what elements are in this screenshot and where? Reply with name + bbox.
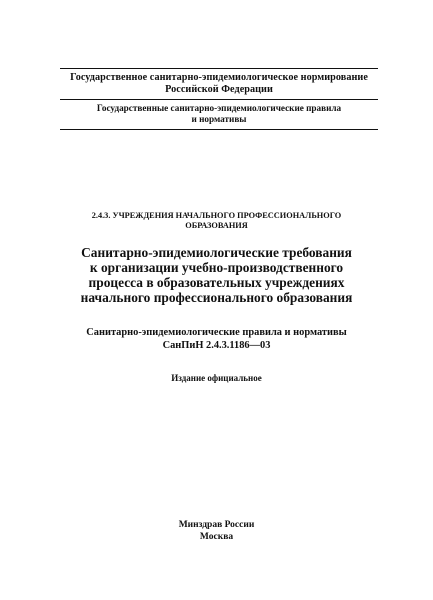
title-line-4: начального профессионального образования (80, 290, 353, 305)
rules-heading (60, 103, 378, 125)
document-subtitle (40, 326, 393, 352)
section-heading (40, 211, 393, 231)
subtitle-line-1: Санитарно-эпидемиологические правила и нормативы (86, 327, 347, 338)
rules-line-1: Государственные санитарно-эпидемиологические правила (96, 103, 342, 113)
title-line-3: процесса в образовательных учреждениях (88, 275, 345, 290)
publisher-city: Москва (199, 532, 234, 542)
header-divider (60, 99, 378, 100)
title-line-1: Санитарно-эпидемиологические требования (81, 245, 352, 260)
header-block (60, 68, 378, 130)
rules-line-2: и нормативы (191, 114, 247, 124)
normirovanie-heading (60, 72, 378, 96)
normirovanie-line-1: Государственное санитарно-эпидемиологическое нормирование (70, 72, 368, 83)
title-line-2: к организации учебно-производственного (89, 260, 344, 275)
header-top-rule (60, 68, 378, 69)
header-bottom-rule (60, 129, 378, 130)
publisher-name: Минздрав России (178, 520, 255, 530)
publisher-block (40, 519, 393, 543)
document-title (40, 245, 393, 305)
edition-label: Издание официальное (171, 373, 262, 383)
document-code: СанПиН 2.4.3.1186—03 (162, 340, 271, 351)
normirovanie-line-2: Российской Федерации (165, 84, 273, 95)
section-line-2: ОБРАЗОВАНИЯ (185, 221, 248, 230)
section-line-1: 2.4.3. УЧРЕЖДЕНИЯ НАЧАЛЬНОГО ПРОФЕССИОНАЛЬНОГО (91, 211, 342, 220)
